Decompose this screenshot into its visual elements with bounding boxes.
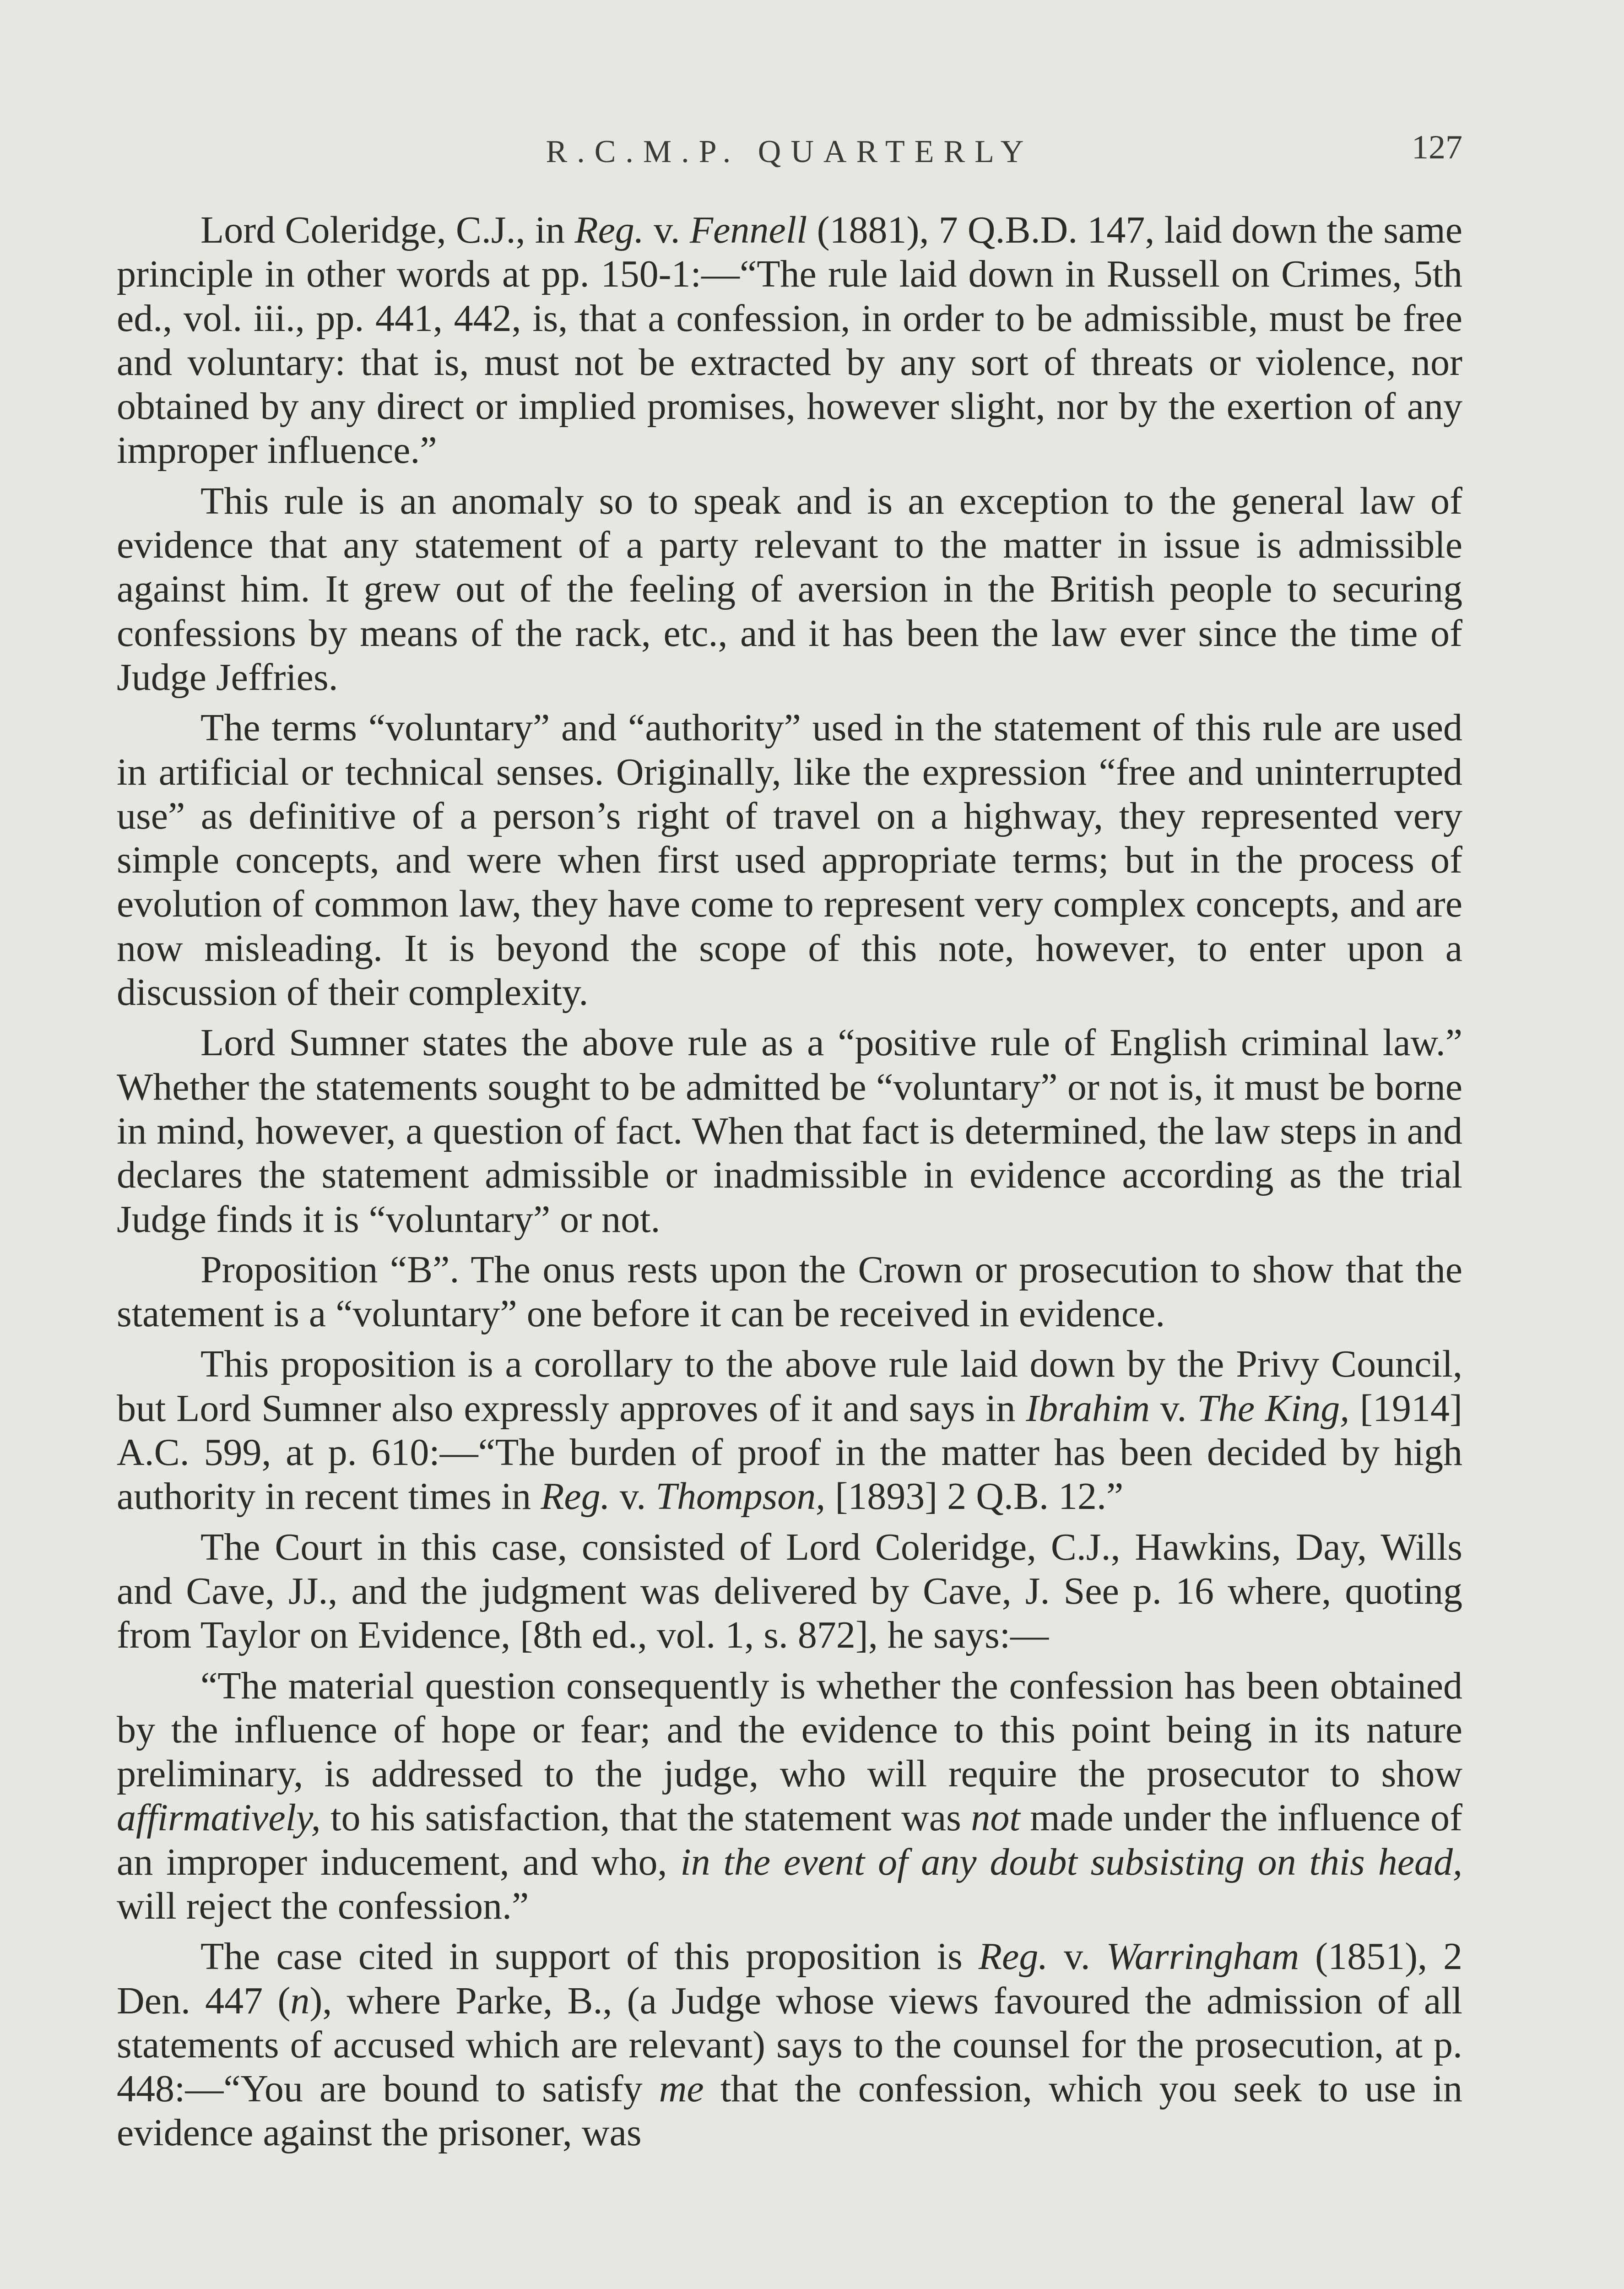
italic-text: in the event of any doubt subsisting on this head, [680, 1840, 1462, 1883]
text-run: v. [610, 1475, 656, 1518]
text-run: (1851), 2 Den. 447 ( [117, 1935, 1462, 2022]
paragraph [117, 1021, 1462, 1241]
italic-text: me [659, 2067, 704, 2110]
text-run: made under the influence of an improper inducement, and who, [117, 1796, 1462, 1883]
text-run: (1881), 7 Q.B.D. 147, laid down the same principle in other words at pp. 150-1:—“The rule laid down in Russell on Crimes, 5th ed., vol. iii., pp. 441, 442, is, that a confession, in order to be admissible, must be free and voluntary: that is, must not be extracted by any sort of threats or violence, nor obtained by any direct or implied promises, however slight, nor by the exertion of any improper influence.” [117, 209, 1462, 472]
italic-text: Ibrahim [1026, 1387, 1150, 1430]
text-run: v. [1149, 1387, 1197, 1430]
text-run: [1893] 2 Q.B. 12.” [825, 1475, 1124, 1518]
italic-text: Thompson, [655, 1475, 826, 1518]
text-run: ), where Parke, B., (a Judge whose views favoured the admission of all statements of accused which are relevant) says to the counsel for the prosecution, at p. 448:—“You are bound to satisfy [117, 1979, 1462, 2110]
text-run: that the confession, which you seek to use in evidence against the prisoner, was [117, 2067, 1462, 2154]
italic-text: Reg. [978, 1935, 1048, 1978]
text-run: The case cited in support of this proposition is [200, 1935, 979, 1978]
paragraph [117, 1525, 1462, 1658]
text-run: Proposition “B”. The onus rests upon the Crown or prosecution to show that the statement is a “voluntary” one before it can be received in evidence. [117, 1248, 1462, 1335]
text-run: v. [644, 209, 690, 251]
italic-text: Warringham [1106, 1935, 1299, 1978]
italic-text: Reg. [541, 1475, 610, 1518]
text-run: [1914] A.C. 599, at p. 610:—“The burden of proof in the matter has been decided by high authority in recent times in [117, 1387, 1462, 1518]
text-run: “The material question consequently is whether the confession has been obtained by the influence of hope or fear; and the evidence to this point being in its nature preliminary, is addressed to the judge, who will require the prosecutor to show [117, 1664, 1462, 1795]
text-run: This proposition is a corollary to the above rule laid down by the Privy Council, but Lord Sumner also expressly approves of it and says in [117, 1343, 1462, 1430]
running-head [117, 128, 1462, 179]
italic-text: Fennell [689, 209, 807, 251]
text-run: Lord Coleridge, C.J., in [200, 209, 575, 251]
journal-title: R.C.M.P. QUARTERLY [546, 134, 1034, 169]
page-number: 127 [1412, 129, 1462, 166]
block-quote [117, 1664, 1462, 1929]
body-text [117, 208, 1462, 2162]
paragraph [117, 1935, 1462, 2155]
text-run: The terms “voluntary” and “authority” used in the statement of this rule are used in artificial or technical senses. Originally, like the expression “free and uninterrupted use” as definitive of a person’s right of travel on a highway, they represented very simple concepts, and were when first used appropriate terms; but in the process of evolution of common law, they have come to represent very complex concepts, and are now misleading. It is beyond the scope of this note, however, to enter upon a discussion of their complexity. [117, 706, 1462, 1014]
paragraph [117, 1342, 1462, 1519]
text-run: will reject the confession.” [117, 1884, 529, 1927]
paragraph [117, 208, 1462, 473]
paragraph [117, 706, 1462, 1014]
paragraph [117, 1248, 1462, 1336]
italic-text: not [971, 1796, 1020, 1839]
italic-text: n [290, 1979, 310, 2022]
text-run: The Court in this case, consisted of Lord Coleridge, C.J., Hawkins, Day, Wills and Cave, JJ., and the judgment was delivered by Cave, J. See p. 16 where, quoting from Taylor on Evidence, [8th ed., vol. 1, s. 872], he says:— [117, 1525, 1462, 1657]
text-run: This rule is an anomaly so to speak and is an exception to the general law of evidence that any statement of a party relevant to the matter in issue is admissible against him. It grew out of the feeling of aversion in the British people to securing confessions by means of the rack, etc., and it has been the law ever since the time of Judge Jeffries. [117, 479, 1462, 699]
text-run: Lord Sumner states the above rule as a “positive rule of English criminal law.” Whether the statements sought to be admitted be “voluntary” or not is, it must be borne in mind, however, a question of fact. When that fact is determined, the law steps in and declares the statement admissible or inadmissible in evidence according as the trial Judge finds it is “voluntary” or not. [117, 1021, 1462, 1241]
text-run: to his satisfaction, that the statement was [320, 1796, 971, 1839]
italic-text: Reg. [574, 209, 644, 251]
paragraph [117, 479, 1462, 700]
italic-text: affirmatively, [117, 1796, 321, 1839]
text-run: v. [1048, 1935, 1106, 1978]
italic-text: The King, [1197, 1387, 1350, 1430]
